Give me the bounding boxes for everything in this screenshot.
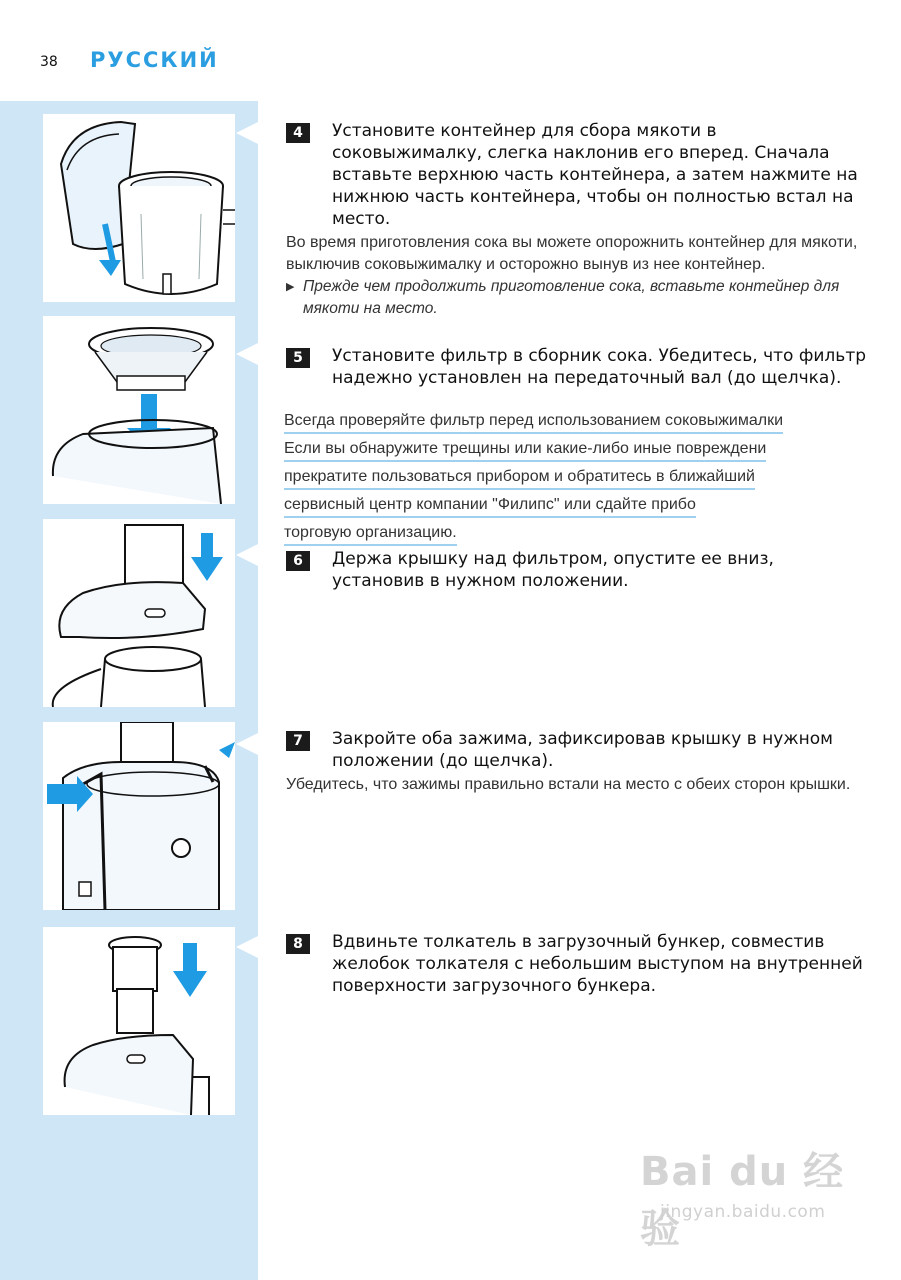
warning-line: прекратите пользоваться прибором и обратитесь в ближайший [284,466,755,490]
lid-lower-illustration [43,519,235,707]
watermark-logo: Bai du 经验 [640,1149,845,1252]
illustration-pointer [236,122,258,144]
filter-insert-illustration [43,316,235,504]
warning-line: сервисный центр компании "Филипс" или сдайте прибо [284,494,696,518]
pulp-container-insert-illustration [43,114,235,302]
note-bullet-icon: ▶ [286,281,295,293]
warning-line: Если вы обнаружите трещины или какие-либо иные повреждени [284,438,766,462]
step-note-text: Прежде чем продолжить приготовление сока, вставьте контейнер для мякоти на место. [303,278,840,317]
step-4 [286,120,866,320]
illustration-pointer [236,544,258,566]
step-heading: Держа крышку над фильтром, опустите ее вниз, установив в нужном положении. [332,549,774,591]
warning-line: Всегда проверяйте фильтр перед использованием соковыжималки [284,410,783,434]
step-number-badge: 4 [286,123,310,143]
step-8 [286,931,866,997]
illustration-pointer [236,733,258,755]
step-number-badge: 8 [286,934,310,954]
step-description: Во время приготовления сока вы можете опорожнить контейнер для мякоти, выключив соковыжималку и осторожно вынув из нее контейнер. [286,234,858,273]
step-6 [286,548,866,592]
clamps-close-illustration [43,722,235,910]
step-number-badge: 7 [286,731,310,751]
illustration-pointer [236,343,258,365]
step-description: Убедитесь, что зажимы правильно встали на место с обеих сторон крышки. [286,776,851,793]
step-heading: Установите фильтр в сборник сока. Убедитесь, что фильтр надежно установлен на передаточный вал (до щелчка). [332,346,867,388]
section-title: РУССКИЙ [90,48,219,72]
step-number-badge: 5 [286,348,310,368]
step-heading: Закройте оба зажима, зафиксировав крышку в нужном положении (до щелчка). [332,729,833,771]
step-5 [286,345,866,389]
watermark-url: jingyan.baidu.com [660,1202,826,1222]
baidu-watermark [640,1140,880,1252]
step-number-badge: 6 [286,551,310,571]
step-7 [286,728,866,796]
warning-line: торговую организацию. [284,522,457,546]
page-number: 38 [40,54,58,70]
pusher-insert-illustration [43,927,235,1115]
step-heading: Вдвиньте толкатель в загрузочный бункер, совместив желобок толкателя с небольшим выступом на внутренней поверхности загрузочного бункера. [332,932,863,996]
step-note [286,276,866,320]
filter-warning [284,410,864,550]
step-heading: Установите контейнер для сбора мякоти в соковыжималку, слегка наклонив его вперед. Сначала вставьте верхнюю часть контейнера, а затем нажмите на нижнюю часть контейнера, чтобы он полностью встал на место. [332,121,858,229]
illustration-pointer [236,936,258,958]
